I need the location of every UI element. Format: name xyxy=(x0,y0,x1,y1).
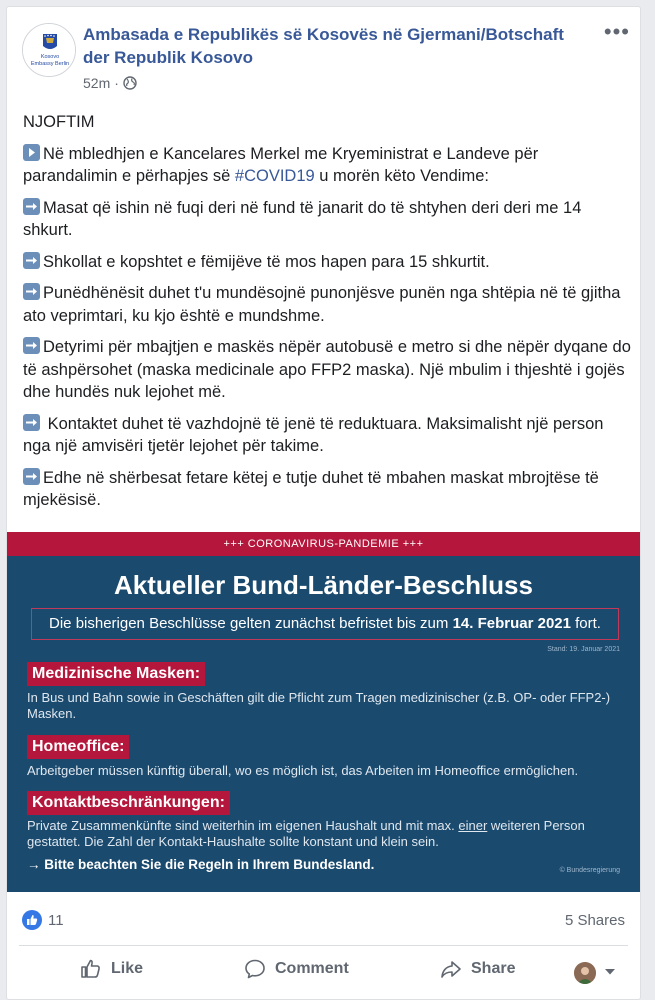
list-item xyxy=(23,251,633,274)
graphic-copyright: © Bundesregierung xyxy=(559,867,620,874)
share-arrow-icon xyxy=(439,957,463,981)
right-arrow-emoji-icon xyxy=(23,468,40,485)
list-item-text: Detyrimi për mbajtjen e maskës nëpër autobusë e metro si dhe nëpër dyqane do të ashpërsohet (maska medicinale apo FFP2 maska). Një mbulim i thjeshtë i gojës dhe hundës nuk lejohet më. xyxy=(23,338,631,401)
post-intro xyxy=(23,143,633,188)
deadline-end: fort. xyxy=(570,615,601,632)
list-item xyxy=(23,197,633,242)
post-header xyxy=(7,7,640,107)
globe-icon xyxy=(123,76,137,90)
deadline-date: 14. Februar 2021 xyxy=(452,615,571,632)
list-item xyxy=(23,467,633,512)
section-text-masks: In Bus und Bahn sowie in Geschäften gilt die Pflicht zum Tragen medizinischer (z.B. OP- oder FFP2-) Masken. xyxy=(27,690,611,721)
share-button[interactable] xyxy=(439,957,515,981)
page-avatar[interactable] xyxy=(22,23,76,77)
divider xyxy=(19,945,628,946)
right-arrow-emoji-icon xyxy=(23,337,40,354)
section-text-homeoffice: Arbeitgeber müssen künftig überall, wo es möglich ist, das Arbeiten im Homeoffice ermöglichen. xyxy=(27,763,579,778)
right-arrow-emoji-icon xyxy=(23,252,40,269)
section-label-homeoffice: Homeoffice: xyxy=(27,735,129,759)
deadline-text: Die bisherigen Beschlüsse gelten zunächst befristet bis zum xyxy=(49,615,453,632)
intro-text-after: u morën këto Vendime: xyxy=(314,167,489,185)
embassy-logo-icon xyxy=(23,24,76,77)
page-name-link[interactable]: Ambasada e Republikës së Kosovës në Gjermani/Botschaft der Republik Kosovo xyxy=(83,25,564,67)
list-item-text: Punëdhënësit duhet t'u mundësojnë punonjësve punën nga shtëpia në të gjitha ato veprimtari, ku kjo është e mundshme. xyxy=(23,284,621,325)
post-image-graphic[interactable] xyxy=(7,532,640,892)
list-item xyxy=(23,413,633,458)
like-count[interactable]: 11 xyxy=(48,912,64,929)
right-arrow-emoji-icon xyxy=(23,198,40,215)
intro-text-before: Në mbledhjen e Kancelares Merkel me Kryeministrat e Landeve për parandalimin e përhapjes së xyxy=(23,144,539,185)
list-item-text: Kontaktet duhet të vazhdojnë të jenë të reduktuara. Maksimalisht një person nga një amvisëri tjetër lejohet për takime. xyxy=(23,414,604,455)
graphic-banner: +++ CORONAVIRUS-PANDEMIE +++ xyxy=(7,532,640,556)
comment-button[interactable] xyxy=(243,957,349,981)
play-button-emoji-icon xyxy=(23,144,40,161)
comment-label: Comment xyxy=(275,960,349,977)
action-bar xyxy=(7,949,640,995)
post-card xyxy=(6,6,641,1000)
contacts-text-a: Private Zusammenkünfte sind weiterhin im eigenen Haushalt und mit max. xyxy=(27,818,459,833)
contacts-text-b: weiteren Person gestattet. Die Zahl der Kontakt-Haushalte sollte konstant und klein sein. xyxy=(27,818,585,849)
post-heading: NJOFTIM xyxy=(23,113,95,131)
graphic-deadline-box xyxy=(31,608,619,640)
graphic-title: Aktueller Bund-Länder-Beschluss xyxy=(114,570,533,600)
like-button[interactable] xyxy=(79,957,143,981)
right-arrow-emoji-icon xyxy=(23,414,40,431)
chevron-down-icon[interactable] xyxy=(604,968,616,976)
section-label-masks: Medizinische Masken: xyxy=(27,662,205,686)
list-item xyxy=(23,336,633,404)
share-label: Share xyxy=(471,960,516,977)
list-item-text: Shkollat e kopshtet e fëmijëve të mos hapen para 15 shkurtit. xyxy=(43,252,490,271)
share-count[interactable]: 5 Shares xyxy=(564,912,625,929)
meta-separator: · xyxy=(114,75,119,91)
like-reaction-icon[interactable] xyxy=(22,910,42,930)
thumbs-up-icon xyxy=(79,957,103,981)
comment-icon xyxy=(243,957,267,981)
avatar-caption: Kosovo Embassy Berlin xyxy=(30,54,70,67)
more-options-icon[interactable]: ••• xyxy=(603,19,630,44)
contacts-underlined: einer xyxy=(458,818,488,833)
list-item xyxy=(23,282,633,327)
section-label-contacts: Kontaktbeschränkungen: xyxy=(27,791,230,815)
right-arrow-emoji-icon xyxy=(23,283,40,300)
section-text-contacts xyxy=(27,818,627,850)
post-time[interactable]: 52m xyxy=(83,75,111,91)
like-label: Like xyxy=(111,960,144,977)
reactions-bar xyxy=(7,900,640,940)
graphic-note: → Bitte beachten Sie die Regeln in Ihrem Bundesland. xyxy=(27,857,375,872)
post-body xyxy=(23,111,633,521)
list-item-text: Edhe në shërbesat fetare këtej e tutje duhet të mbahen maskat mbrojtëse të mjekësisë. xyxy=(23,468,599,509)
viewer-avatar[interactable] xyxy=(574,962,596,984)
list-item-text: Masat që ishin në fuqi deri në fund të janarit do të shtyhen deri deri me 14 shkurt. xyxy=(23,198,582,239)
graphic-stand-date: Stand: 19. Januar 2021 xyxy=(547,646,620,653)
covid19-hashtag-link[interactable]: #COVID19 xyxy=(234,167,315,185)
post-meta xyxy=(83,75,137,91)
